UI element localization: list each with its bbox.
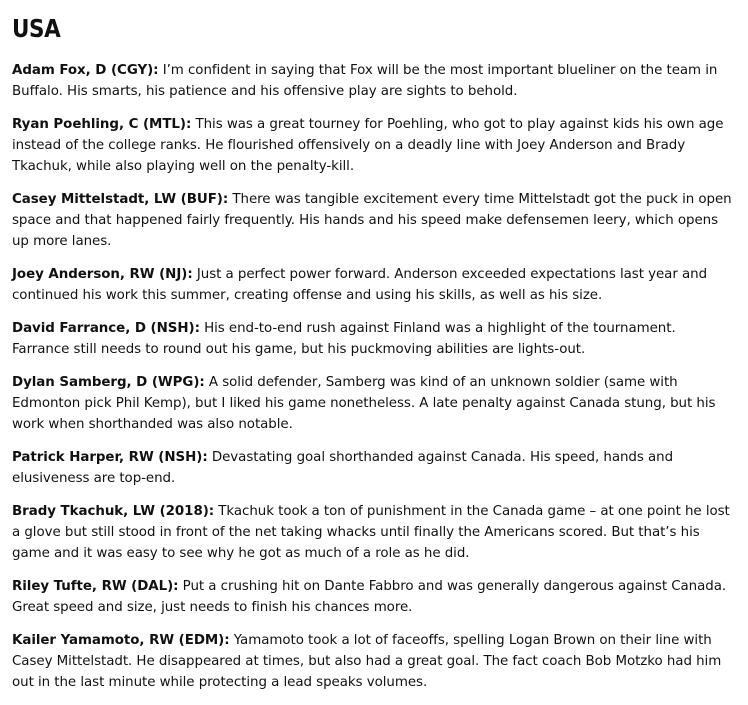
player-description: His end-to-end rush against Finland was a highlight of the tournament. Farrance still needs to round out his game, but his puckmoving abilities are lights-out. (12, 321, 676, 357)
player-name: Ryan Poehling, C (MTL): (12, 117, 192, 132)
player-name: Patrick Harper, RW (NSH): (12, 450, 208, 465)
player-name: Adam Fox, D (CGY): (12, 63, 159, 78)
player-entry (12, 372, 736, 435)
player-description: Devastating goal shorthanded against Canada. His speed, hands and elusiveness are top-end. (12, 450, 674, 486)
player-description: There was tangible excitement every time Mittelstadt got the puck in open space and that happened fairly frequently. His hands and his speed make defensemen leery, which opens up more lanes. (12, 192, 732, 249)
player-description: Just a perfect power forward. Anderson exceeded expectations last year and continued his work this summer, creating offense and using his skills, as well as his size. (12, 267, 708, 303)
player-entry (12, 318, 736, 360)
player-description: A solid defender, Samberg was kind of an unknown soldier (same with Edmonton pick Phil Kemp), but I liked his game nonetheless. A late penalty against Canada stung, but his work when shorthanded was also notable. (12, 375, 716, 432)
player-entry (12, 60, 736, 102)
player-entry (12, 576, 736, 618)
article-body (12, 14, 736, 705)
player-entry (12, 114, 736, 177)
player-name: Riley Tufte, RW (DAL): (12, 579, 179, 594)
section-heading: USA (12, 14, 61, 43)
player-name: Casey Mittelstadt, LW (BUF): (12, 192, 229, 207)
player-name: Dylan Samberg, D (WPG): (12, 375, 205, 390)
player-entry (12, 447, 736, 489)
player-description: This was a great tourney for Poehling, who got to play against kids his own age instead of the college ranks. He flourished offensively on a deadly line with Joey Anderson and Brady Tkachuk, while also playing well on the penalty-kill. (12, 117, 724, 174)
player-entry (12, 630, 736, 693)
player-name: Brady Tkachuk, LW (2018): (12, 504, 215, 519)
player-description: Yamamoto took a lot of faceoffs, spelling Logan Brown on their line with Casey Mittelstadt. He disappeared at times, but also had a great goal. The fact coach Bob Motzko had him out in the last minute while protecting a lead speaks volumes. (12, 633, 722, 690)
player-name: Kailer Yamamoto, RW (EDM): (12, 633, 230, 648)
player-description: Put a crushing hit on Dante Fabbro and was generally dangerous against Canada. Great speed and size, just needs to finish his chances more. (12, 579, 727, 615)
player-description: I’m confident in saying that Fox will be the most important blueliner on the team in Buffalo. His smarts, his patience and his offensive play are sights to behold. (12, 63, 718, 99)
player-entry (12, 501, 736, 564)
player-name: David Farrance, D (NSH): (12, 321, 200, 336)
player-entry (12, 264, 736, 306)
player-name: Joey Anderson, RW (NJ): (12, 267, 193, 282)
player-entry (12, 189, 736, 252)
player-description: Tkachuk took a ton of punishment in the Canada game – at one point he lost a glove but still stood in front of the net taking whacks until finally the Americans scored. But that’s his game and it was easy to see why he got as much of a role as he did. (12, 504, 730, 561)
